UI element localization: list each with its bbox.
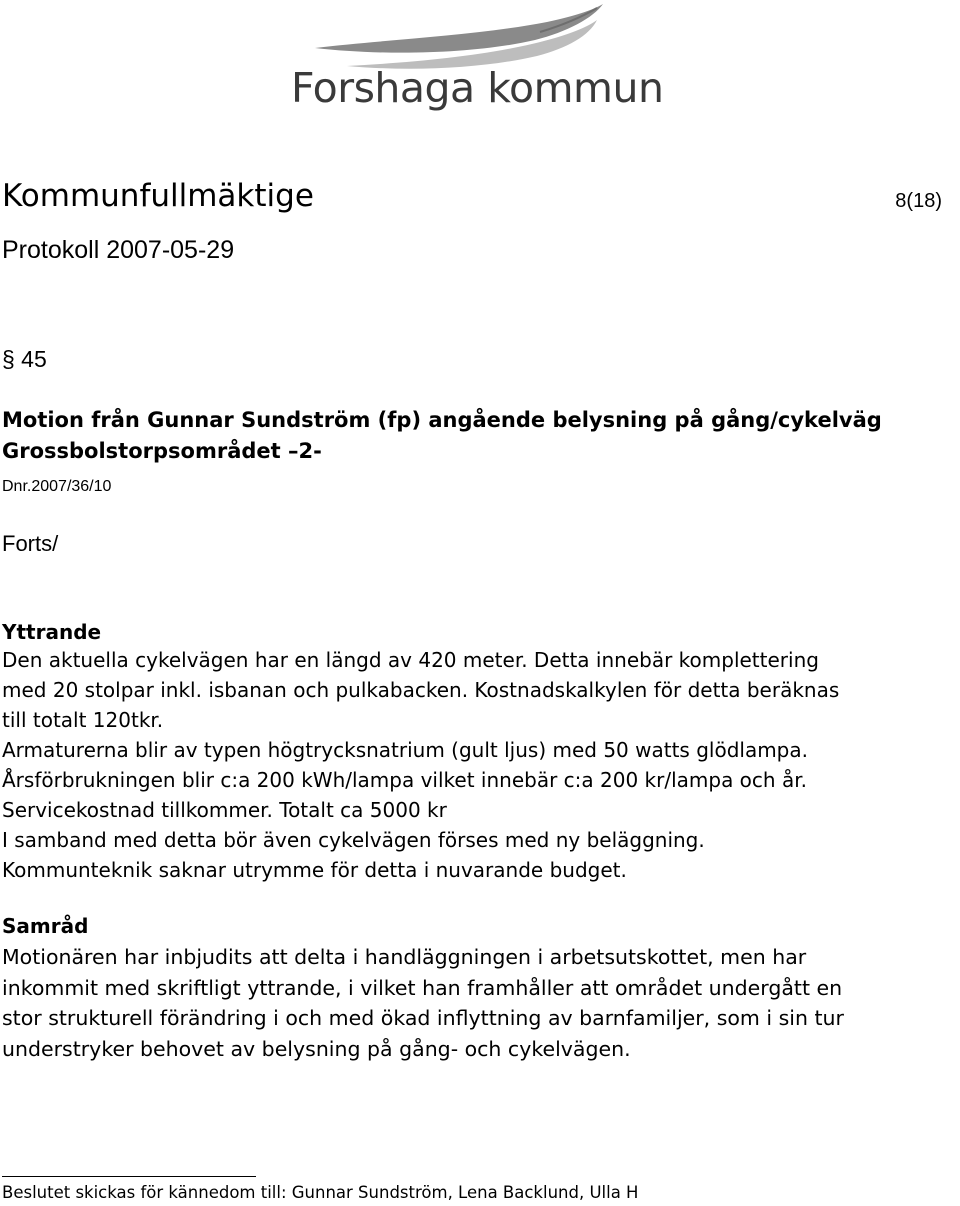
samrad-line: Motionären har inbjudits att delta i handläggningen i arbetsutskottet, men har [2, 945, 807, 969]
continued-marker: Forts/ [2, 531, 59, 556]
yttrande-line: I samband med detta bör även cykelvägen förses med ny beläggning. [2, 828, 705, 852]
municipality-logo [285, 2, 664, 117]
diary-number: Dnr.2007/36/10 [2, 478, 112, 495]
yttrande-line: Kommunteknik saknar utrymme för detta i nuvarande budget. [2, 858, 627, 882]
yttrande-line: Armaturerna blir av typen högtrycksnatrium (gult ljus) med 50 watts glödlampa. [2, 738, 808, 762]
protocol-date: Protokoll 2007-05-29 [2, 236, 235, 264]
yttrande-line: Servicekostnad tillkommer. Totalt ca 5000 kr [2, 798, 447, 822]
yttrande-heading: Yttrande [2, 620, 102, 644]
paragraph-number: § 45 [2, 346, 47, 372]
page-number: 8(18) [895, 190, 942, 212]
wave-swoosh-logo-icon [285, 2, 625, 72]
yttrande-line: Årsförbrukningen blir c:a 200 kWh/lampa vilket innebär c:a 200 kr/lampa och år. [2, 768, 807, 792]
samrad-line: stor strukturell förändring i och med ökad inflyttning av barnfamiljer, som i sin tur [2, 1006, 844, 1030]
samrad-heading: Samråd [2, 914, 89, 938]
distribution-note: Beslutet skickas för kännedom till: Gunnar Sundström, Lena Backlund, Ulla H [2, 1183, 639, 1202]
yttrande-line: Den aktuella cykelvägen har en längd av 420 meter. Detta innebär komplettering [2, 648, 819, 672]
samrad-line: inkommit med skriftligt yttrande, i vilket han framhåller att området undergått en [2, 976, 843, 1000]
footnote-divider [2, 1176, 256, 1177]
motion-title-line: Grossbolstorpsområdet –2- [2, 439, 322, 463]
yttrande-line: med 20 stolpar inkl. isbanan och pulkabacken. Kostnadskalkylen för detta beräknas [2, 678, 840, 702]
logo-text: Forshaga kommun [291, 64, 664, 112]
samrad-line: understryker behovet av belysning på gång- och cykelvägen. [2, 1037, 631, 1061]
yttrande-line: till totalt 120tkr. [2, 708, 164, 732]
motion-title [2, 405, 882, 467]
motion-title-line: Motion från Gunnar Sundström (fp) angående belysning på gång/cykelväg [2, 408, 882, 432]
document-title: Kommunfullmäktige [2, 178, 314, 214]
